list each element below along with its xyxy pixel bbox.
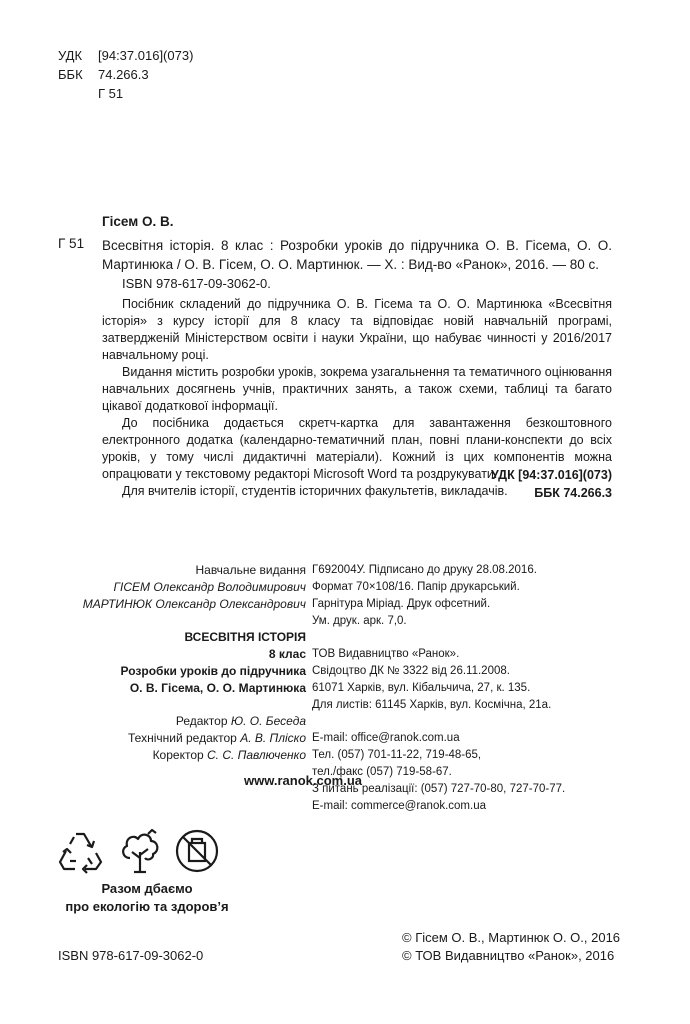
edition-type: Навчальне видання [195, 563, 306, 577]
author-mark-label [58, 84, 98, 103]
contact-line: Тел. (057) 701-11-22, 719-48-65, [312, 749, 482, 761]
proofreader-line [83, 747, 306, 764]
bib-isbn: ISBN 978-617-09-3062-0. [122, 276, 271, 291]
print-info-line: Формат 70×108/16. Папір друкарський. [312, 581, 520, 593]
annotation-paragraph: До посібника додається скретч-картка для завантаження безкоштовного електронного додатка (календарно-тематичний план, повні плани-конспекти до всіх уроків, у тому числі дидактичні матеріали). Кожний із цих компонентів можна опрацювати у текстовому редакторі Microsoft Word та роздрукувати. [102, 416, 612, 481]
publisher-line: Для листів: 61145 Харків, вул. Космічна, 21а. [312, 699, 552, 711]
print-info-line: Гарнітура Міріад. Друк офсетний. [312, 598, 491, 610]
bbk-row [58, 65, 193, 84]
bib-code: Г 51 [58, 236, 85, 251]
recycle-icon [56, 828, 106, 874]
bbk-value: 74.266.3 [98, 67, 149, 82]
author-1: ГІСЕМ Олександр Володимирович [113, 580, 306, 594]
bottom-isbn: ISBN 978-617-09-3062-0 [58, 948, 204, 963]
contact-line: тел./факс (057) 719-58-67. [312, 766, 452, 778]
udk-row [58, 46, 193, 65]
author-2: МАРТИНЮК Олександр Олександрович [82, 597, 306, 611]
bbk-label: ББК [58, 67, 83, 82]
udk-label: УДК [58, 48, 83, 63]
website-link[interactable]: www.ranok.com.ua [244, 773, 362, 788]
tree-icon [118, 828, 162, 874]
proofreader-name: С. С. Павлюченко [207, 748, 306, 762]
no-burn-icon [174, 828, 220, 874]
book-subtitle-1: Розробки уроків до підручника [120, 664, 306, 678]
annotation-paragraph: Посібник складений до підручника О. В. Гісема та О. О. Мартинюка «Всесвітня історія» з курсу історії для 8 класу та відповідає новій навчальній програмі, затвердженій Міністерством освіти і науки України, що набуває чинності у 2016/2017 навчальному році. [102, 297, 612, 362]
publisher-line: 61071 Харків, вул. Кібальчича, 27, к. 135. [312, 682, 531, 694]
book-title: ВСЕСВІТНЯ ІСТОРІЯ [184, 630, 306, 644]
print-info-line: Ум. друк. арк. 7,0. [312, 615, 407, 627]
contact-line: З питань реалізації: (057) 727-70-80, 727-70-77. [312, 783, 566, 795]
copyright [402, 929, 620, 965]
editor-label: Редактор [175, 714, 228, 728]
copyright-line: © ТОВ Видавництво «Ранок», 2016 [402, 948, 615, 963]
bib-author: Гісем О. В. [102, 214, 174, 229]
annotation-paragraph: Для вчителів історії, студентів історичних факультетів, викладачів. [122, 484, 508, 498]
copyright-line: © Гісем О. В., Мартинюк О. О., 2016 [402, 930, 621, 945]
proofreader-label: Коректор [152, 748, 204, 762]
eco-icons [56, 828, 220, 874]
classification-codes [58, 46, 193, 103]
publisher-line: ТОВ Видавництво «Ранок». [312, 648, 460, 660]
udk-value: [94:37.016](073) [98, 48, 194, 63]
publisher-line: Свідоцтво ДК № 3322 від 26.11.2008. [312, 665, 510, 677]
author-mark-row [58, 84, 193, 103]
editor-name: Ю. О. Беседа [230, 714, 306, 728]
editor-line [83, 713, 306, 730]
contact-line: E-mail: commerce@ranok.com.ua [312, 800, 486, 812]
tech-editor-name: А. В. Пліско [240, 731, 306, 745]
bib-classification [491, 466, 612, 502]
eco-slogan [56, 880, 238, 916]
book-subtitle-2: О. В. Гісема, О. О. Мартинюка [129, 681, 306, 695]
bib-bbk: ББК 74.266.3 [534, 486, 612, 500]
author-mark-value: Г 51 [98, 86, 124, 101]
tech-editor-label: Технічний редактор [128, 731, 237, 745]
annotation-paragraph: Видання містить розробки уроків, зокрема узагальнення та тематичного оцінювання навчальних досягнень учнів, практичних занять, а також схеми, таблиці та багато цікавої додаткової інформації. [102, 365, 612, 413]
bib-description: Всесвітня історія. 8 клас : Розробки уроків до підручника О. В. Гісема, О. О. Мартинюка / О. В. Гісем, О. О. Мартинюк. — Х. : Вид-во «Ранок», 2016. — 80 с. [102, 238, 612, 272]
print-info-line: Г692004У. Підписано до друку 28.08.2016. [312, 564, 537, 576]
eco-slogan-line-1: Разом дбаємо [101, 881, 193, 896]
eco-slogan-line-2: про екологію та здоров’я [65, 899, 229, 914]
book-grade: 8 клас [268, 647, 306, 661]
contact-line: E-mail: office@ranok.com.ua [312, 732, 460, 744]
imprint-left [83, 562, 306, 764]
bib-udk: УДК [94:37.016](073) [491, 468, 612, 482]
tech-editor-line [83, 730, 306, 747]
